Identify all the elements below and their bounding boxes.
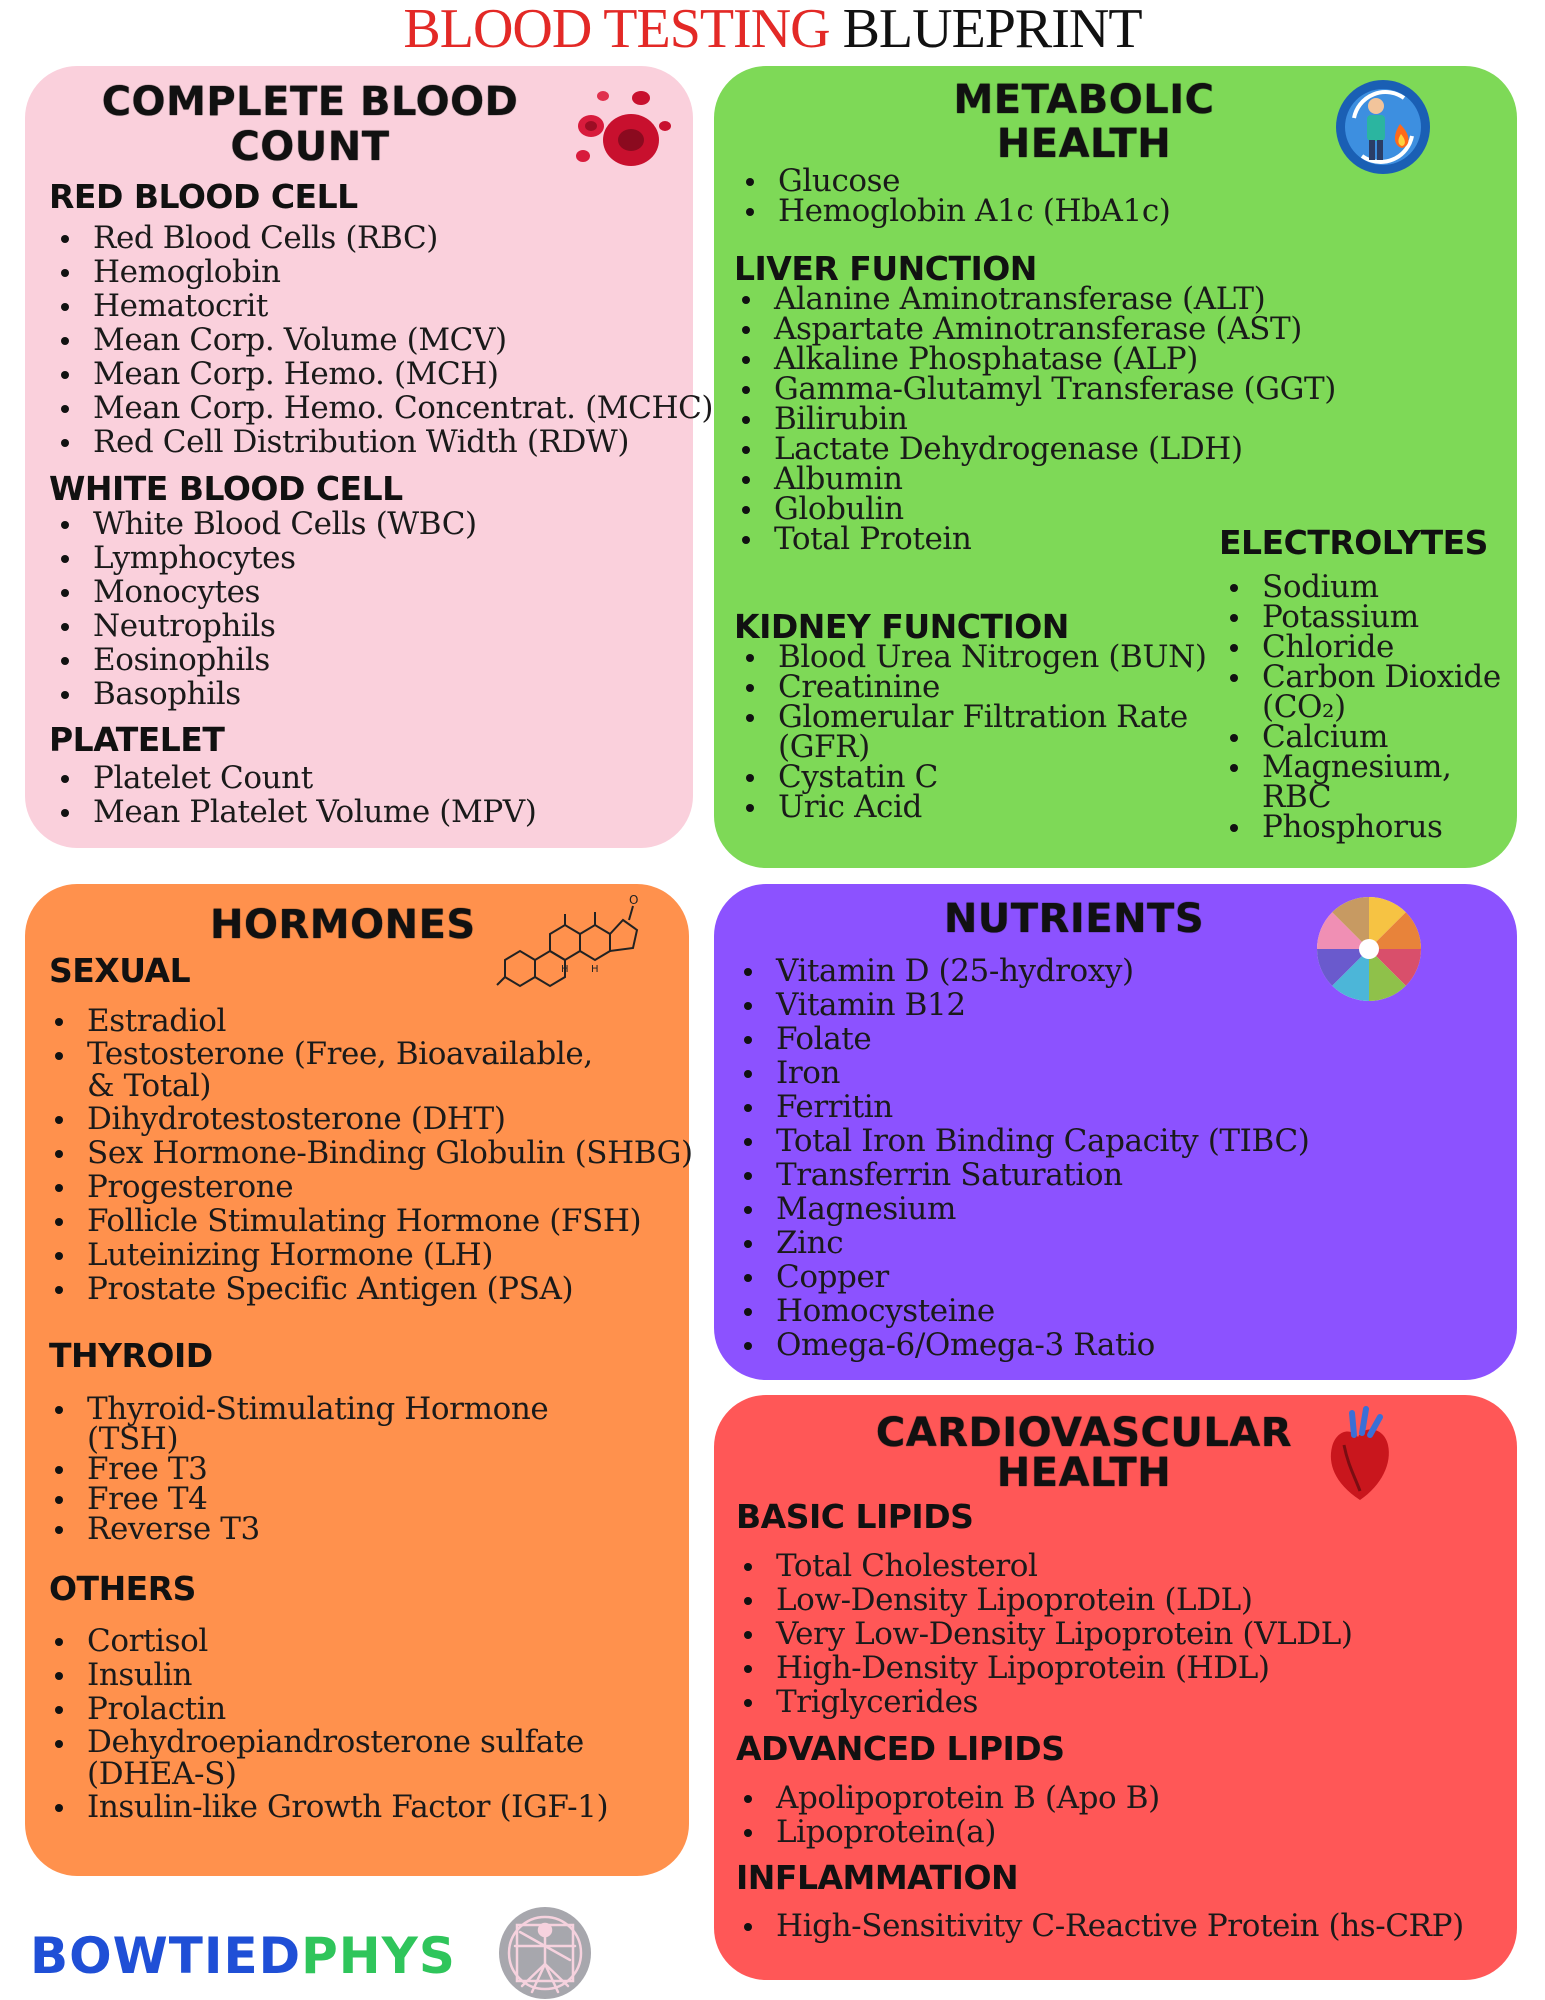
list-item: Iron bbox=[734, 1056, 1310, 1090]
list-item: Thyroid-Stimulating Hormone (TSH) bbox=[45, 1394, 557, 1454]
list-item: Glomerular Filtration Rate (GFR) bbox=[736, 702, 1196, 762]
metabolic-card bbox=[714, 66, 1517, 868]
list-item: Mean Corp. Hemo. Concentrat. (MCHC) bbox=[51, 391, 713, 425]
list-item: Prostate Specific Antigen (PSA) bbox=[45, 1272, 685, 1306]
list-item: Mean Platelet Volume (MPV) bbox=[51, 795, 536, 829]
list-item: Prolactin bbox=[45, 1692, 665, 1726]
liver-list bbox=[732, 281, 1336, 557]
list-item: Lactate Dehydrogenase (LDH) bbox=[732, 434, 1336, 464]
list-item: Progesterone bbox=[45, 1170, 685, 1204]
wbc-list bbox=[51, 507, 477, 711]
metabolic-heading: METABOLIC HEALTH bbox=[953, 77, 1215, 167]
sexual-list bbox=[45, 1003, 693, 1307]
list-item: Mean Corp. Hemo. (MCH) bbox=[51, 357, 713, 391]
list-item: Albumin bbox=[732, 464, 1336, 494]
list-item: Free T3 bbox=[45, 1454, 565, 1484]
list-item: Sex Hormone-Binding Globulin (SHBG) bbox=[45, 1136, 685, 1170]
list-item: Blood Urea Nitrogen (BUN) bbox=[736, 642, 1196, 672]
list-item: Homocysteine bbox=[734, 1294, 1310, 1328]
list-item: Omega-6/Omega-3 Ratio bbox=[734, 1328, 1310, 1362]
liver-heading: LIVER FUNCTION bbox=[734, 249, 1037, 288]
list-item: Alanine Aminotransferase (ALT) bbox=[732, 284, 1336, 314]
cardio-card bbox=[714, 1395, 1517, 1980]
advanced-lipids-heading: ADVANCED LIPIDS bbox=[736, 1729, 1065, 1768]
svg-text:H: H bbox=[561, 964, 569, 975]
list-item: Basophils bbox=[51, 677, 477, 711]
list-item: Potassium bbox=[1220, 602, 1510, 632]
list-item: Magnesium bbox=[734, 1192, 1310, 1226]
list-item: Low-Density Lipoprotein (LDL) bbox=[734, 1583, 1353, 1617]
thyroid-list bbox=[45, 1391, 565, 1547]
list-item: Very Low-Density Lipoprotein (VLDL) bbox=[734, 1617, 1353, 1651]
metabolic-list bbox=[736, 163, 1171, 229]
list-item: Monocytes bbox=[51, 575, 477, 609]
inflammation-heading: INFLAMMATION bbox=[736, 1858, 1019, 1897]
thyroid-heading: THYROID bbox=[49, 1336, 213, 1375]
others-heading: OTHERS bbox=[49, 1569, 196, 1608]
list-item: Red Blood Cells (RBC) bbox=[51, 221, 713, 255]
steroid-molecule-icon bbox=[495, 890, 645, 990]
list-item: Total Iron Binding Capacity (TIBC) bbox=[734, 1124, 1310, 1158]
list-item: Follicle Stimulating Hormone (FSH) bbox=[45, 1204, 685, 1238]
list-item: Vitamin B12 bbox=[734, 988, 1310, 1022]
list-item: Folate bbox=[734, 1022, 1310, 1056]
list-item: Hemoglobin bbox=[51, 255, 713, 289]
list-item: Globulin bbox=[732, 494, 1336, 524]
list-item: Estradiol bbox=[45, 1004, 685, 1038]
list-item: Cystatin C bbox=[736, 762, 1196, 792]
basic-lipids-list bbox=[734, 1549, 1353, 1719]
list-item: Magnesium, RBC bbox=[1220, 752, 1472, 812]
list-item: Red Cell Distribution Width (RDW) bbox=[51, 425, 713, 459]
list-item: Total Cholesterol bbox=[734, 1549, 1353, 1583]
list-item: Neutrophils bbox=[51, 609, 477, 643]
list-item: Triglycerides bbox=[734, 1685, 1353, 1719]
list-item: Zinc bbox=[734, 1226, 1310, 1260]
page-title bbox=[0, 0, 1545, 60]
list-item: Insulin bbox=[45, 1658, 665, 1692]
list-item: Cortisol bbox=[45, 1624, 665, 1658]
list-item: Reverse T3 bbox=[45, 1514, 565, 1544]
list-item: Transferrin Saturation bbox=[734, 1158, 1310, 1192]
list-item: Calcium bbox=[1220, 722, 1510, 752]
basic-lipids-heading: BASIC LIPIDS bbox=[736, 1497, 974, 1536]
list-item: Ferritin bbox=[734, 1090, 1310, 1124]
platelet-heading: PLATELET bbox=[49, 720, 225, 759]
electrolytes-heading: ELECTROLYTES bbox=[1219, 523, 1488, 562]
list-item: Lipoprotein(a) bbox=[734, 1815, 1160, 1849]
list-item: Hematocrit bbox=[51, 289, 713, 323]
sexual-heading: SEXUAL bbox=[49, 951, 191, 990]
electrolytes-list bbox=[1220, 569, 1510, 845]
list-item: White Blood Cells (WBC) bbox=[51, 507, 477, 541]
list-item: Dihydrotestosterone (DHT) bbox=[45, 1102, 685, 1136]
rbc-list bbox=[51, 221, 713, 459]
list-item: Sodium bbox=[1220, 572, 1510, 602]
list-item: Free T4 bbox=[45, 1484, 565, 1514]
svg-text:O: O bbox=[629, 893, 639, 907]
person-metabolism-icon bbox=[1334, 78, 1432, 176]
kidney-list bbox=[736, 639, 1207, 825]
list-item: Bilirubin bbox=[732, 404, 1336, 434]
list-item: High-Density Lipoprotein (HDL) bbox=[734, 1651, 1353, 1685]
list-item: Mean Corp. Volume (MCV) bbox=[51, 323, 713, 357]
platelet-list bbox=[51, 761, 536, 829]
svg-text:H: H bbox=[591, 964, 599, 975]
list-item: Creatinine bbox=[736, 672, 1196, 702]
list-item: Lymphocytes bbox=[51, 541, 477, 575]
nutrient-wheel-icon bbox=[1316, 896, 1422, 1002]
brand-logo bbox=[30, 1928, 456, 1984]
list-item: High-Sensitivity C-Reactive Protein (hs-CRP) bbox=[734, 1909, 1464, 1943]
cardio-heading: CARDIOVASCULAR HEALTH bbox=[875, 1410, 1293, 1496]
list-item: Carbon Dioxide (CO₂) bbox=[1220, 662, 1510, 722]
list-item: Luteinizing Hormone (LH) bbox=[45, 1238, 685, 1272]
advanced-lipids-list bbox=[734, 1781, 1160, 1849]
list-item: Testosterone (Free, Bioavailable, & Total) bbox=[45, 1038, 627, 1102]
list-item: Chloride bbox=[1220, 632, 1510, 662]
blood-cells-icon bbox=[573, 86, 673, 176]
nutrients-heading: NUTRIENTS bbox=[943, 896, 1205, 942]
list-item: Hemoglobin A1c (HbA1c) bbox=[736, 196, 1171, 226]
list-item: Uric Acid bbox=[736, 792, 1196, 822]
brand-part-blue: BOWTIED bbox=[30, 1927, 302, 1985]
wbc-heading: WHITE BLOOD CELL bbox=[49, 469, 403, 508]
list-item: Vitamin D (25-hydroxy) bbox=[734, 954, 1310, 988]
list-item: Insulin-like Growth Factor (IGF-1) bbox=[45, 1790, 665, 1824]
list-item: Apolipoprotein B (Apo B) bbox=[734, 1781, 1160, 1815]
nutrients-list bbox=[734, 954, 1310, 1362]
list-item: Alkaline Phosphatase (ALP) bbox=[732, 344, 1336, 374]
vitruvian-man-icon bbox=[498, 1906, 592, 2000]
rbc-heading: RED BLOOD CELL bbox=[49, 177, 358, 216]
title-part-black: BLUEPRINT bbox=[842, 0, 1142, 60]
list-item: Glucose bbox=[736, 166, 1171, 196]
list-item: Platelet Count bbox=[51, 761, 536, 795]
list-item: Aspartate Aminotransferase (AST) bbox=[732, 314, 1336, 344]
list-item: Total Protein bbox=[732, 524, 1336, 554]
list-item: Eosinophils bbox=[51, 643, 477, 677]
brand-part-green: PHYS bbox=[301, 1927, 456, 1985]
title-part-red: BLOOD TESTING bbox=[403, 0, 830, 60]
list-item: Copper bbox=[734, 1260, 1310, 1294]
inflammation-list bbox=[734, 1909, 1464, 1943]
list-item: Dehydroepiandrosterone sulfate (DHEA-S) bbox=[45, 1726, 607, 1790]
cbc-heading: COMPLETE BLOOD COUNT bbox=[101, 79, 519, 170]
list-item: Gamma-Glutamyl Transferase (GGT) bbox=[732, 374, 1336, 404]
hormones-heading: HORMONES bbox=[210, 902, 476, 948]
cbc-card bbox=[25, 66, 714, 848]
others-list bbox=[45, 1624, 665, 1824]
heart-icon bbox=[1324, 1405, 1396, 1505]
hormones-card bbox=[25, 884, 693, 1876]
list-item: Phosphorus bbox=[1220, 812, 1510, 842]
nutrients-card bbox=[714, 884, 1517, 1380]
kidney-heading: KIDNEY FUNCTION bbox=[734, 607, 1069, 646]
